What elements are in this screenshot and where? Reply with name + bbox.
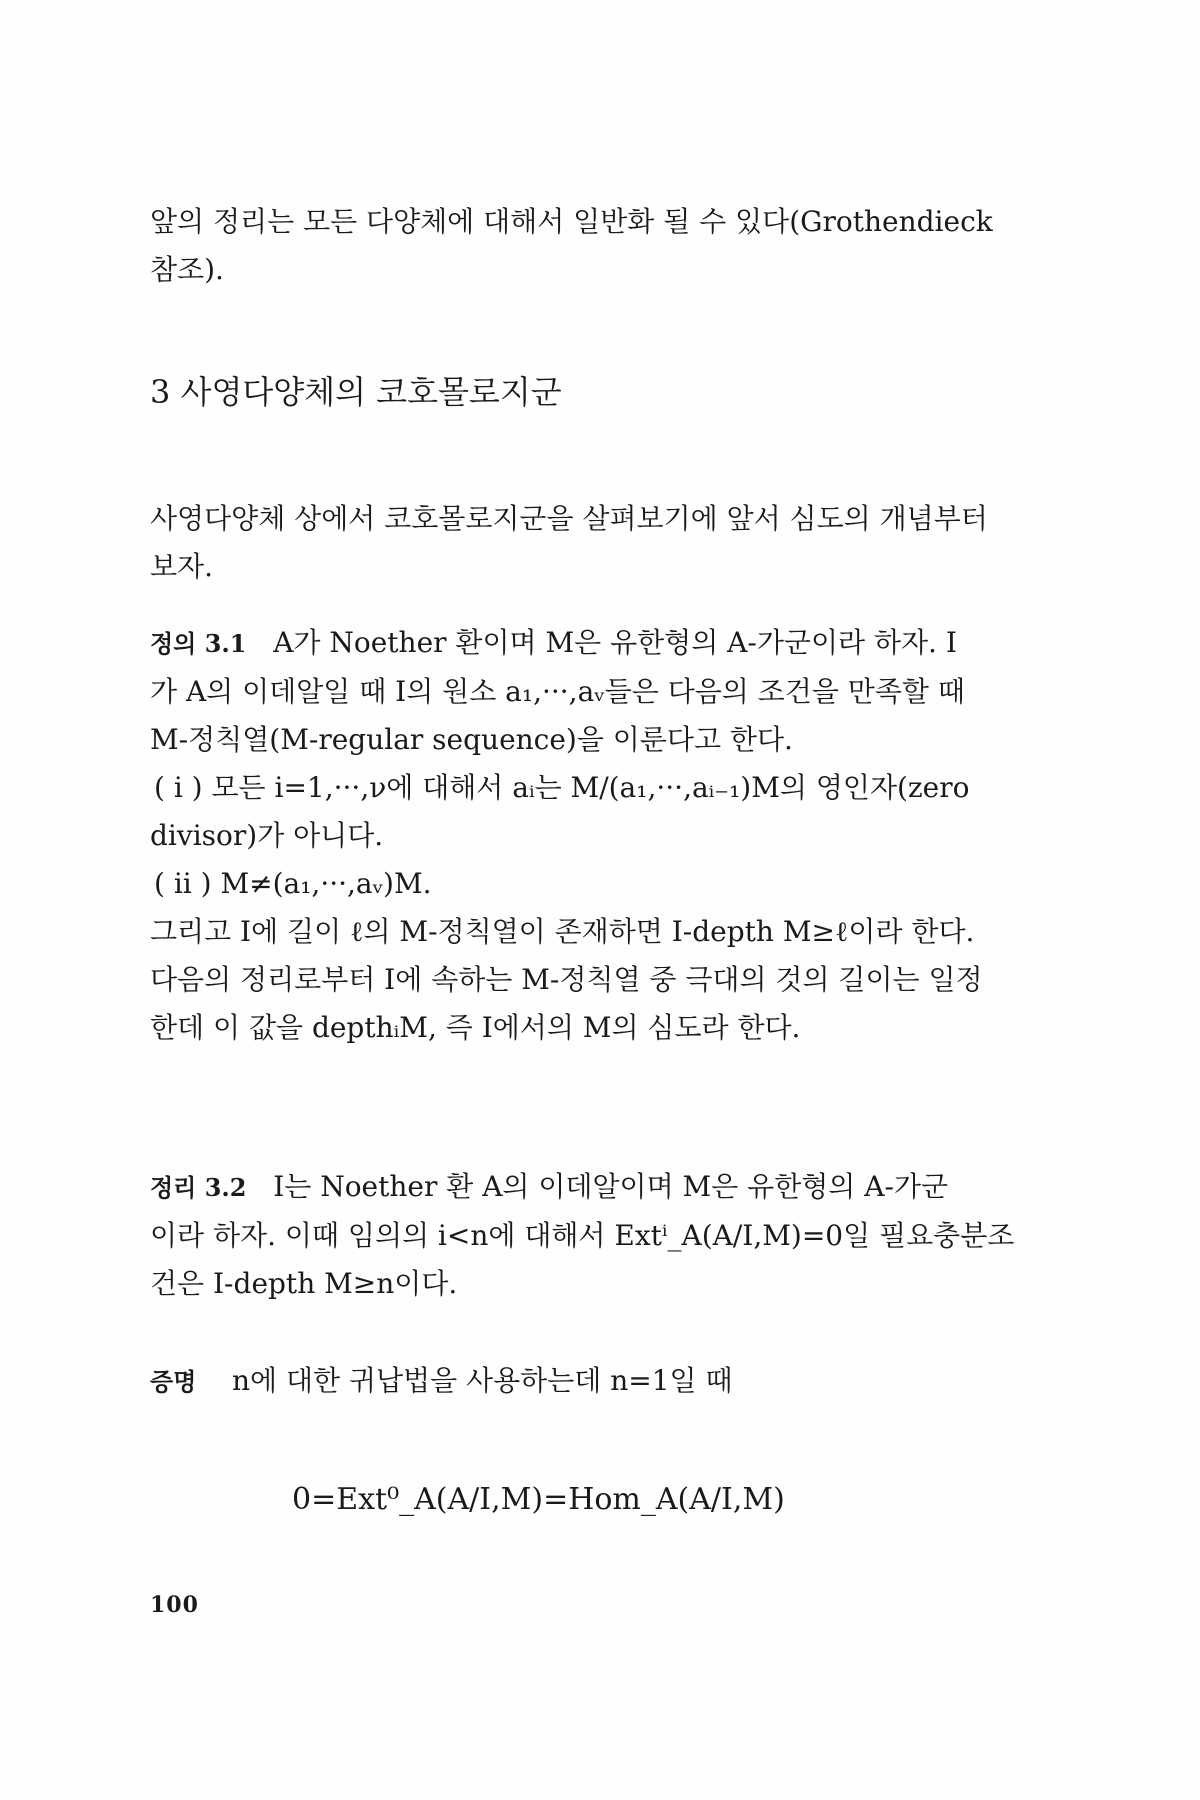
intro-line-1: 앞의 정리는 모든 다양체에 대해서 일반화 될 수 있다(Grothendieck bbox=[150, 205, 993, 238]
proof-label: 증명 bbox=[150, 1367, 197, 1396]
definition-line-4: ( i ) 모든 i=1,···,ν에 대해서 aᵢ는 M/(a₁,···,aᵢ₋₁)M의 영인자(zero bbox=[154, 771, 970, 804]
theorem-label: 정리 3.2 bbox=[150, 1173, 247, 1202]
intro-line-2: 참조). bbox=[150, 253, 224, 286]
definition-line-3: M-정칙열(M-regular sequence)을 이룬다고 한다. bbox=[150, 723, 793, 756]
definition-line-8: 다음의 정리로부터 I에 속하는 M-정칙열 중 극대의 것의 길이는 일정 bbox=[150, 963, 983, 996]
theorem-line-2: 이라 하자. 이때 임의의 i<n에 대해서 Extⁱ_A(A/I,M)=0일 필요충분조 bbox=[150, 1219, 1015, 1252]
definition-line-7: 그리고 I에 길이 ℓ의 M-정칙열이 존재하면 I-depth M≥ℓ이라 한다. bbox=[150, 915, 975, 948]
section-title: 3 사영다양체의 코호몰로지군 bbox=[150, 373, 562, 411]
theorem-3-2 bbox=[150, 1163, 1050, 1308]
definition-label: 정의 3.1 bbox=[150, 629, 247, 658]
lead-paragraph bbox=[150, 495, 1050, 591]
definition-line-9: 한데 이 값을 depthᵢM, 즉 I에서의 M의 심도라 한다. bbox=[150, 1011, 801, 1044]
definition-3-1 bbox=[150, 619, 1050, 1052]
proof-line: n에 대한 귀납법을 사용하는데 n=1일 때 bbox=[231, 1364, 733, 1397]
definition-line-5: divisor)가 아니다. bbox=[150, 819, 384, 852]
definition-line-2: 가 A의 이데알일 때 I의 원소 a₁,···,aᵥ들은 다음의 조건을 만족할 때 bbox=[150, 675, 965, 708]
definition-line-6: ( ii ) M≠(a₁,···,aᵥ)M. bbox=[154, 867, 432, 900]
lead-line-2: 보자. bbox=[150, 550, 213, 583]
page-number: 100 bbox=[150, 1592, 199, 1618]
intro-paragraph bbox=[150, 198, 1050, 294]
theorem-line-3: 건은 I-depth M≥n이다. bbox=[150, 1267, 458, 1300]
theorem-line-1: I는 Noether 환 A의 이데알이며 M은 유한형의 A-가군 bbox=[273, 1170, 949, 1203]
lead-line-1: 사영다양체 상에서 코호몰로지군을 살펴보기에 앞서 심도의 개념부터 bbox=[150, 502, 988, 535]
definition-line-1: A가 Noether 환이며 M은 유한형의 A-가군이라 하자. I bbox=[273, 626, 957, 659]
proof-paragraph bbox=[150, 1357, 1050, 1406]
display-formula: 0=Ext⁰_A(A/I,M)=Hom_A(A/I,M) bbox=[292, 1482, 785, 1517]
